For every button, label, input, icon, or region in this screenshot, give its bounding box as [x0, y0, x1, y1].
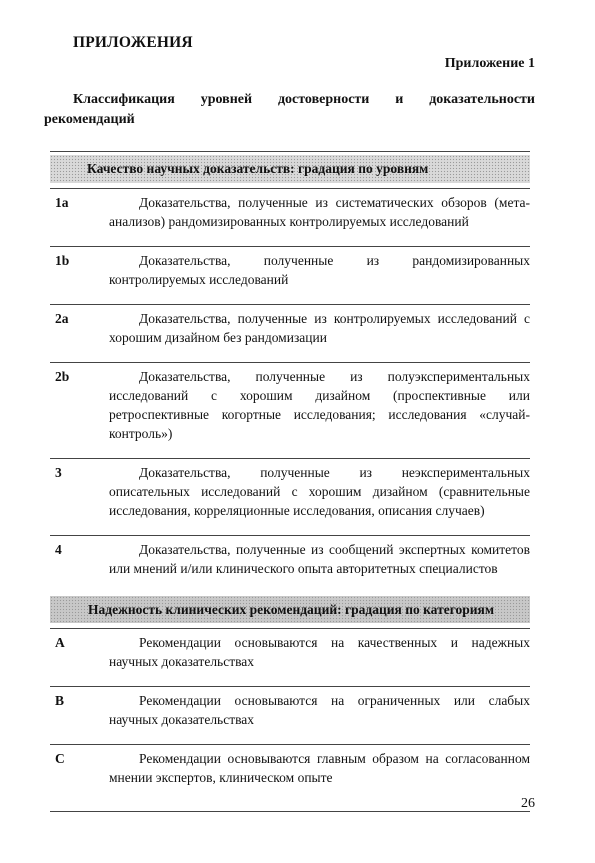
document-title [44, 90, 535, 130]
level-code: 3 [55, 465, 62, 480]
level-code: 2b [55, 369, 70, 384]
level-code: 2a [55, 311, 69, 326]
category-code: C [55, 751, 65, 766]
category-description: Рекомендации основываются на качественных и надежных научных доказательствах [109, 635, 530, 669]
classification-table [50, 151, 530, 812]
level-code: 4 [55, 542, 62, 557]
level-code: 1a [55, 195, 69, 210]
page-heading: ПРИЛОЖЕНИЯ [73, 34, 193, 51]
category-description: Рекомендации основываются на ограниченных или слабых научных доказательствах [109, 693, 530, 727]
level-description: Доказательства, полученные из рандомизированных контролируемых исследований [109, 253, 530, 287]
level-code: 1b [55, 253, 70, 268]
level-description: Доказательства, полученные из сообщений экспертных комитетов или мнений и/или клинического опыта авторитетных специалистов [109, 542, 530, 576]
category-description: Рекомендации основываются главным образом на согласованном мнении экспертов, клиническом опыте [109, 751, 530, 785]
level-description: Доказательства, полученные из контролируемых исследований с хорошим дизайном без рандомизации [109, 311, 530, 345]
evidence-level-row [50, 458, 530, 526]
category-code: B [55, 693, 65, 708]
evidence-level-row [50, 362, 530, 449]
level-description: Доказательства, полученные из полуэкспериментальных исследований с хорошим дизайном (проспективные или ретроспективные когортные исследования; исследования «случай-контроль») [109, 369, 530, 441]
title-word: и [395, 92, 404, 107]
title-word: достоверности [277, 92, 370, 107]
evidence-section-header: Качество научных доказательств: градация по уровням [50, 155, 530, 183]
table-bottom-rule [50, 811, 530, 812]
title-word: доказательности [429, 92, 535, 107]
level-description: Доказательства, полученные из систематических обзоров (мета-анализов) рандомизированных контролируемых исследований [109, 195, 530, 229]
page-number: 26 [521, 796, 535, 811]
recommendation-section-header: Надежность клинических рекомендаций: градация по категориям [50, 596, 530, 623]
evidence-level-row [50, 246, 530, 295]
title-word: Классификация [73, 92, 175, 107]
appendix-number: Приложение 1 [444, 56, 535, 71]
evidence-level-row [50, 188, 530, 237]
evidence-level-row [50, 535, 530, 584]
evidence-level-row [50, 304, 530, 353]
title-line-2: рекомендаций [44, 112, 135, 127]
level-description: Доказательства, полученные из неэкспериментальных описательных исследований с хорошим дизайном (сравнительные исследования, корреляционные исследования, описания случаев) [109, 465, 530, 518]
recommendation-category-row [50, 686, 530, 735]
title-line-1 [44, 90, 535, 110]
title-word: уровней [200, 92, 253, 107]
recommendation-category-row [50, 628, 530, 677]
recommendation-category-row [50, 744, 530, 793]
table-top-rule [50, 151, 530, 152]
category-code: A [55, 635, 65, 650]
